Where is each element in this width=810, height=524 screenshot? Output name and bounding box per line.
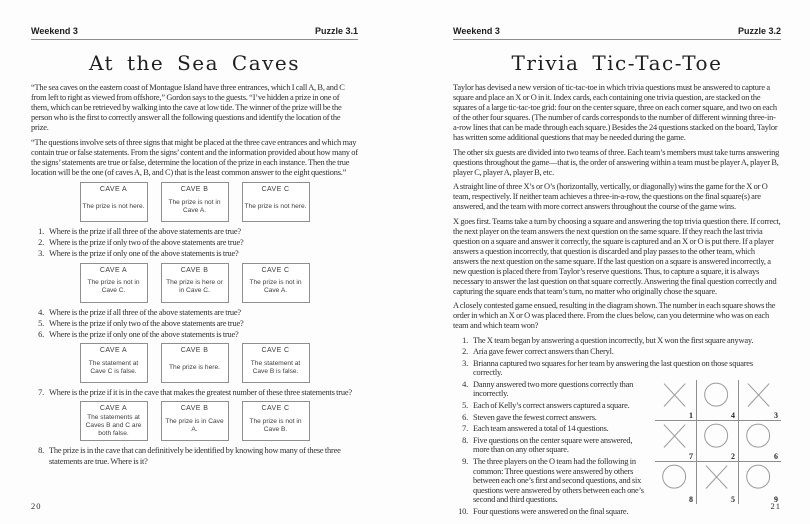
o-mark-icon	[740, 422, 778, 456]
clue-number: 9.	[462, 457, 468, 467]
clue-number: 6.	[462, 412, 468, 422]
running-head-puzzle: Puzzle 3.2	[737, 26, 781, 36]
clue-number: 3.	[462, 358, 468, 368]
ttt-cell-number: 2	[731, 451, 735, 461]
ttt-cell-8	[697, 462, 739, 504]
clue-text: Each of Kelly’s correct answers captured a square.	[473, 401, 630, 411]
clue-number: 7.	[462, 424, 468, 434]
x-mark-icon	[740, 381, 778, 415]
question-text: Where is the prize if only two of the above statements are true?	[49, 318, 244, 328]
sign-set-4	[31, 401, 358, 441]
sign-cave-a	[80, 182, 148, 222]
ttt-cell-number: 4	[731, 410, 735, 420]
sign-heading: CAVE C	[261, 266, 290, 274]
questions-4-6	[31, 308, 358, 341]
question-7-block	[31, 388, 358, 398]
ttt-cell-9	[739, 462, 781, 504]
sign-cave-c	[242, 263, 310, 303]
sign-text: The prize is not in Cave A.	[249, 279, 302, 295]
ttt-cell-number: 5	[731, 494, 735, 504]
page-number-left: 20	[31, 501, 42, 511]
clue-text: Steven gave the fewest correct answers.	[473, 412, 597, 422]
sign-text: The prize is not in Cave C.	[87, 279, 140, 295]
sign-text: The prize is not in Cave B.	[249, 417, 302, 433]
puzzle-title-trivia: Trivia Tic-Tac-Toe	[511, 51, 723, 75]
ttt-cell-1	[655, 380, 697, 421]
clue-text: The three players on the O team had the following in common: Three questions were answered by others between each one’s first and second questions, and six questions were answered by others between each one’s second and third questions.	[473, 457, 644, 505]
tic-tac-toe-diagram	[655, 380, 781, 504]
question-number: 4.	[38, 307, 44, 317]
sign-text: The prize is in Cave A.	[165, 417, 224, 433]
questions-1-3	[31, 227, 358, 260]
question-text: Where is the prize if only one of the above statements is true?	[49, 249, 239, 259]
rules-paragraph-4: X goes first. Teams take a turn by choosing a square and answering the top trivia question there. If correct, the next player on the team answers the next question on the same square. If they reach the last trivia question on a square and answer it correctly, the square is captured and an X or O is put there. If a player answers a question incorrectly, that question is discarded and play passes to the other team, which answers the next question on the same square. If the last question on a square is answered incorrectly, a new question is placed there from Taylor’s reserve questions. Thus, to capture a square, it is always necessary to answer the last question on that square correctly. Answering the final question correctly and capturing the square ends that team’s turn, no matter who originally chose the square.	[453, 216, 781, 296]
sign-cave-b	[161, 182, 229, 222]
sign-heading: CAVE B	[180, 186, 209, 193]
sign-text: The prize is not in Cave A.	[168, 198, 221, 214]
sign-set-3	[31, 343, 358, 383]
ttt-cell-3	[739, 380, 781, 421]
clue-number: 2.	[462, 347, 468, 357]
sign-cave-c	[242, 343, 310, 383]
ttt-cell-6	[739, 421, 781, 462]
sign-cave-b	[161, 401, 229, 441]
sign-heading: CAVE C	[261, 186, 290, 193]
clue-text: The X team began by answering a question incorrectly, but X won the first square anyway.	[473, 335, 754, 345]
question-2	[31, 238, 358, 248]
sign-cave-b	[161, 343, 229, 383]
question-text: Where is the prize if only one of the above statements is true?	[49, 330, 239, 340]
page-header-left	[31, 26, 358, 40]
sign-heading: CAVE B	[180, 347, 209, 355]
clue-number: 1.	[462, 335, 468, 345]
clue-3	[453, 359, 781, 378]
page-number-right: 21	[770, 501, 781, 511]
sign-set-2	[31, 263, 358, 303]
clue-1	[453, 336, 781, 346]
clue-text: Each team answered a total of 14 questions.	[473, 424, 609, 434]
question-4	[31, 308, 358, 318]
question-text: Where is the prize if only two of the above statements are true?	[49, 238, 244, 248]
o-mark-icon	[698, 381, 736, 415]
rules-paragraph-1: Taylor has devised a new version of tic-tac-toe in which trivia questions must be answered to capture a square and place an X or O in it. Index cards, each containing one trivia question, are stacked on the squares of a large tic-tac-toe grid: four on the center square, three on each corner square, and two on each of the other four squares. (The number of cards corresponds to the number of different winning three-in-a-row lines that can be made through each square.) Besides the 24 questions stacked on the board, Taylor has written some additional questions that may be needed during the game.	[453, 83, 778, 142]
sign-cave-a	[80, 401, 148, 441]
ttt-cell-number: 8	[689, 494, 693, 504]
sign-heading: CAVE B	[180, 266, 209, 274]
sign-heading: CAVE A	[99, 266, 128, 274]
sign-text: The statement at Cave B is false.	[250, 359, 301, 375]
ttt-cell-number: 9	[774, 494, 778, 504]
clue-text: Aria gave fewer correct answers than Cheryl.	[473, 347, 614, 357]
sign-heading: CAVE B	[180, 405, 209, 413]
sign-text: The prize is not here.	[244, 202, 307, 210]
sign-heading: CAVE A	[99, 186, 128, 193]
running-head-weekend: Weekend 3	[453, 26, 500, 36]
question-number: 3.	[38, 249, 44, 259]
clue-10	[453, 507, 781, 517]
clue-list	[453, 336, 781, 517]
sign-text: The prize is here.	[169, 363, 220, 371]
sign-cave-b	[161, 263, 229, 303]
question-8	[31, 446, 358, 466]
question-number: 2.	[38, 238, 44, 248]
question-8-block	[31, 446, 358, 466]
sign-cave-c	[242, 401, 310, 441]
clue-2	[453, 347, 781, 357]
question-3	[31, 249, 358, 259]
clue-text: Danny answered two more questions correctly than incorrectly.	[473, 379, 634, 399]
question-number: 7.	[38, 388, 44, 398]
question-text: Where is the prize if all three of the above statements are true?	[49, 307, 241, 317]
question-7	[31, 388, 358, 398]
ttt-cell-number: 6	[774, 451, 778, 461]
running-head-puzzle: Puzzle 3.1	[314, 26, 358, 36]
question-1	[31, 227, 358, 237]
clue-number: 10.	[458, 507, 468, 516]
x-mark-icon	[698, 463, 736, 497]
x-mark-icon	[656, 381, 694, 415]
question-number: 5.	[38, 318, 44, 328]
clue-text: Five questions on the center square were answered, more than on any other square.	[473, 435, 633, 455]
running-head-weekend: Weekend 3	[31, 26, 78, 36]
page-header-right	[453, 26, 781, 40]
sign-set-1	[31, 182, 358, 222]
ttt-cell-number: 3	[774, 410, 778, 420]
question-5	[31, 319, 358, 329]
question-number: 8.	[38, 446, 44, 456]
rules-paragraph-5: A closely contested game ensued, resulting in the diagram shown. The number in each square shows the order in which an X or O was placed there. From the clues below, can you determine who was on each team and which team won?	[453, 301, 776, 330]
sign-heading: CAVE A	[99, 347, 128, 355]
sign-cave-a	[80, 343, 148, 383]
rules-paragraph-3: A straight line of three X’s or O’s (horizontally, vertically, or diagonally) wins the game for the X or O team, respectively. If neither team achieves a three-in-a-row, the questions on the final square(s) are answered, and the team with more correct answers throughout the course of the game wins.	[453, 182, 768, 211]
question-number: 1.	[38, 227, 44, 236]
clue-number: 5.	[462, 401, 468, 411]
x-mark-icon	[656, 422, 694, 456]
question-text: The prize is in the cave that can definitively be identified by knowing how many of these three statements are true. Where is it?	[49, 446, 341, 466]
question-text: Where is the prize if all three of the above statements are true?	[49, 227, 241, 236]
ttt-cell-2	[697, 380, 739, 421]
sign-heading: CAVE C	[261, 405, 290, 413]
sign-text: The prize is here or in Cave C.	[166, 279, 223, 295]
ttt-cell-7	[655, 462, 697, 504]
sign-heading: CAVE C	[261, 347, 290, 355]
ttt-cell-number: 7	[689, 451, 693, 461]
sign-cave-a	[80, 263, 148, 303]
sign-text: The statements at Caves B and C are both false.	[85, 413, 142, 437]
o-mark-icon	[740, 463, 778, 497]
ttt-cell-5	[697, 421, 739, 462]
intro-paragraph-1: “The sea caves on the eastern coast of Montague Island have three entrances, which I call A, B, and C from left to right as viewed from offshore,” Gordon says to the guests. “I’ve hidden a prize in one of them, which can be retrieved by walking into the cave at low tide. The winner of the prize will be the person who is the first to correctly answer all the following questions and identify the location of the prize.	[31, 83, 345, 132]
clue-number: 4.	[462, 379, 468, 389]
sign-heading: CAVE A	[99, 405, 128, 413]
intro-paragraph-2: “The questions involve sets of three signs that might be placed at the three cave entrances and which may contain true or false statements. From the signs’ content and the information provided about how many of the signs’ statements are true or false, determine the location of the prize in each instance. Then the true location will be the one (of caves A, B, and C) that is the least common answer to the eight questions.”	[31, 137, 358, 177]
puzzle-title-sea-caves: At the Sea Caves	[88, 51, 301, 75]
o-mark-icon	[656, 463, 694, 497]
sign-text: The prize is not here.	[82, 202, 145, 210]
ttt-cell-number: 1	[689, 410, 693, 420]
rules-paragraph-2: The other six guests are divided into two teams of three. Each team’s members must take turns answering questions throughout the game—that is, the order of answering within a team must be player A, player B, player C, player A, player B, etc.	[453, 147, 780, 177]
question-number: 6.	[38, 330, 44, 340]
question-text: Where is the prize if it is in the cave that makes the greatest number of these three statements true?	[49, 388, 352, 398]
clue-number: 8.	[462, 435, 468, 445]
o-mark-icon	[698, 422, 736, 456]
question-6	[31, 330, 358, 340]
page-right	[405, 0, 810, 524]
clue-text: Brianna captured two squares for her team by answering the last question on those squares correctly.	[473, 358, 753, 378]
ttt-cell-4	[655, 421, 697, 462]
sign-cave-c	[242, 182, 310, 222]
sign-text: The statement at Cave C is false.	[88, 359, 139, 375]
clue-text: Four questions were answered on the final square.	[473, 507, 629, 516]
